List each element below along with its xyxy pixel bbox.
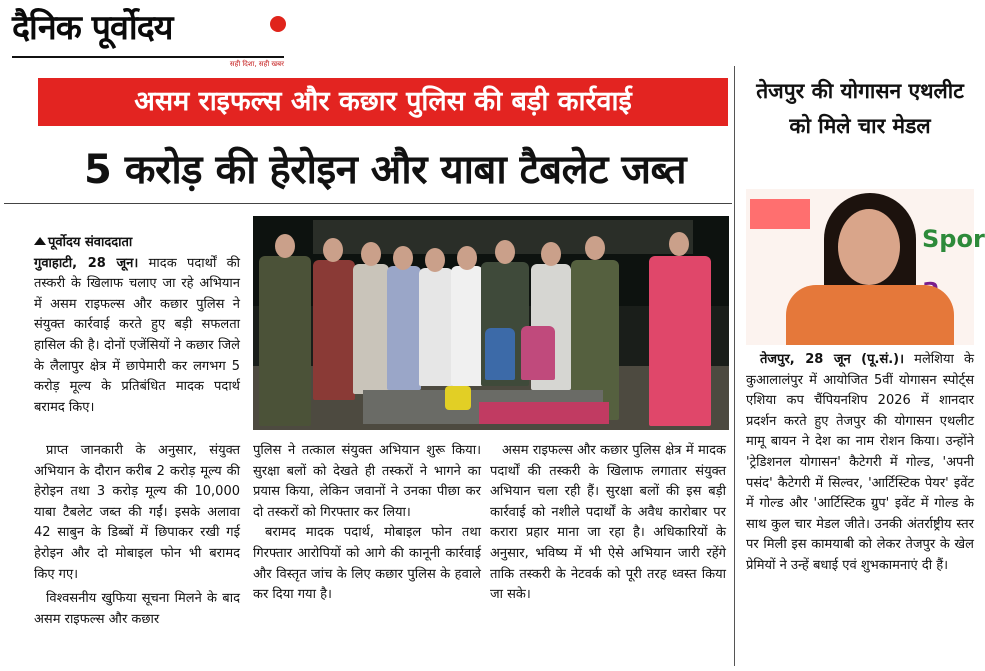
- paragraph-1: गुवाहाटी, 28 जून। मादक पदार्थों की तस्करी के खिलाफ चलाए जा रहे अभियान में असम राइफल्स और कछार पुलिस ने संयुक्त कार्रवाई करते हुए बड़ी सफलता हासिल की है। दोनों एजेंसियों ने कछार जिले के लैलापुर क्षेत्र में छापेमारी कर लगभग 5 करोड़ मूल्य के प्रतिबंधित मादक पदार्थ बरामद किए।: [34, 255, 240, 415]
- story-headline: 5 करोड़ की हेरोइन और याबा टैबलेट जब्त: [83, 147, 686, 193]
- paragraph-5: बरामद मादक पदार्थ, मोबाइल फोन तथा गिरफ्तार आरोपियों को आगे की कानूनी कार्रवाई और विस्तृत जांच के लिए कछार पुलिस के हवाले कर दिया गया है।: [253, 525, 481, 603]
- person-head: [361, 242, 381, 266]
- byline: पूर्वोदय संवाददाता: [34, 233, 240, 254]
- paragraph-6: असम राइफल्स और कछार पुलिस क्षेत्र में मादक पदार्थों की तस्करी के खिलाफ लगातार संयुक्त अभियान चला रही हैं। सुरक्षा बलों की इस बड़ी कार्रवाई को नशीले पदार्थों के अवैध कारोबार पर करारा प्रहार माना जा रहा है। अधिकारियों के अनुसार, भविष्य में भी ऐसे अभियान जारी रहेंगे ताकि तस्करी के नेटवर्क को पूरी तरह ध्वस्त किया जा सके।: [490, 443, 726, 603]
- story-column-1-lower: [34, 441, 240, 630]
- accused-figure: [521, 326, 555, 380]
- seized-tablets: [479, 402, 609, 424]
- person-head: [425, 248, 445, 272]
- side-story-photo: [746, 189, 985, 345]
- paragraph-4: पुलिस ने तत्काल संयुक्त अभियान शुरू किया। सुरक्षा बलों को देखते ही तस्करों ने भागने का प्रयास किया, लेकिन जवानों ने उनका पीछा कर दो तस्करों को गिरफ्तार कर लिया।: [253, 443, 481, 520]
- side-story-body: [746, 350, 974, 577]
- story-column-1: [34, 233, 240, 418]
- person-figure: [387, 266, 421, 390]
- paragraph-3: विश्वसनीय खुफिया सूचना मिलने के बाद असम राइफल्स और कछार: [34, 591, 240, 627]
- side-paragraph: तेजपुर, 28 जून (पू.सं.)। मलेशिया के कुआलालंपुर में आयोजित 5वीं योगासन स्पोर्ट्स एशिया कप चैंपियनशिप 2026 में शानदार प्रदर्शन करते हुए तेजपुर की योगासन एथलीट मामू बायन ने देश का नाम रोशन किया। उन्होंने 'ट्रेडिशनल योगासन' कैटेगरी में गोल्ड, 'अपनी पसंद' कैटेगरी में सिल्वर, 'आर्टिस्टिक पेयर' इवेंट में गोल्ड और 'आर्टिस्टिक ग्रुप' इवेंट में गोल्ड के साथ कुल चार मेडल जीते। उनकी अंतर्राष्ट्रीय स्तर पर मिली इस कामयाबी को लेकर तेजपुर के खेल प्रेमियों ने उन्हें बधाई एवं शुभकामनाएं दी हैं।: [746, 352, 974, 573]
- athlete-stole: [786, 285, 954, 345]
- person-head: [323, 238, 343, 262]
- masthead-rule: [12, 56, 284, 58]
- athlete-face: [838, 209, 900, 285]
- photo-banner-text: Spor: [922, 225, 985, 253]
- person-head: [669, 232, 689, 256]
- story-photo: [253, 216, 729, 430]
- paragraph-2: प्राप्त जानकारी के अनुसार, संयुक्त अभियान के दौरान करीब 2 करोड़ मूल्य की हेरोइन तथा 3 करोड़ मूल्य की 10,000 याबा टैबलेट जब्त की गईं। इसके अलावा 42 साबुन के डिब्बों में छिपाकर रखी गई हेरोइन और दो मोबाइल फोन भी बरामद किए गए।: [34, 443, 240, 582]
- newspaper-logo: दैनिक पूर्वोदय: [12, 8, 173, 48]
- person-head: [541, 242, 561, 266]
- person-figure: [451, 266, 483, 386]
- accused-figure: [485, 328, 515, 380]
- side-story-headline: तेजपुर की योगासन एथलीट को मिले चार मेडल: [756, 79, 964, 138]
- triangle-icon: [34, 237, 46, 245]
- story-column-2: [253, 441, 481, 606]
- person-head: [457, 246, 477, 270]
- dateline: गुवाहाटी, 28 जून।: [34, 255, 139, 271]
- masthead-tagline: सही दिशा, सही खबर: [229, 60, 284, 68]
- story-column-3: [490, 441, 726, 606]
- person-head: [585, 236, 605, 260]
- person-figure: [649, 256, 711, 426]
- logo-dot-icon: [270, 16, 286, 32]
- headline-divider: [4, 203, 732, 204]
- photo-banner-shape: [750, 199, 810, 229]
- masthead: [12, 6, 284, 72]
- person-figure: [419, 268, 453, 386]
- side-dateline: तेजपुर, 28 जून (पू.सं.)।: [760, 352, 905, 367]
- person-head: [393, 246, 413, 270]
- seized-package: [445, 386, 471, 410]
- person-figure: [353, 264, 389, 394]
- person-head: [275, 234, 295, 258]
- person-head: [495, 240, 515, 264]
- soldier-figure: [259, 256, 311, 426]
- person-figure: [313, 260, 355, 400]
- story-kicker-banner: असम राइफल्स और कछार पुलिस की बड़ी कार्रवाई: [38, 78, 728, 126]
- column-rule: [734, 66, 735, 666]
